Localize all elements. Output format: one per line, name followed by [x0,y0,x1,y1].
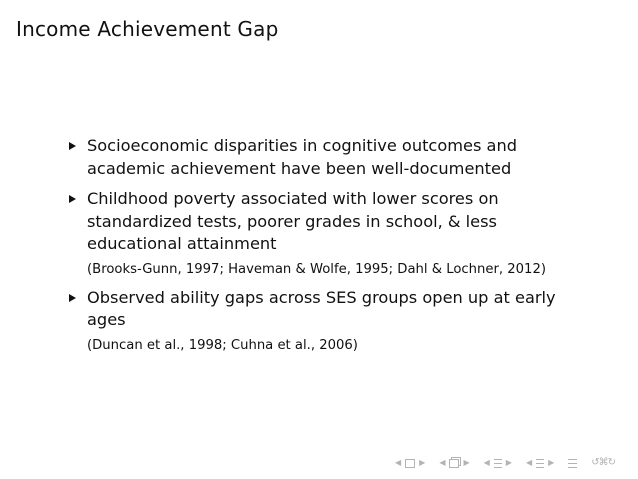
prev-subsection-arrow-icon[interactable]: ◀ [439,458,446,467]
bullet-citation: (Duncan et al., 1998; Cuhna et al., 2006) [87,337,358,353]
bullet-item-2 [66,188,596,279]
bullet-text: Childhood poverty associated with lower scores on standardized tests, poorer grades in school, & less educational attainment [87,189,499,253]
slide-title: Income Achievement Gap [16,17,279,41]
bullet-list [66,135,596,363]
next-frame-arrow-icon[interactable]: ▶ [419,458,426,467]
bullet-text: Observed ability gaps across SES groups open up at early ages [87,287,556,329]
prev-frame-arrow-icon[interactable]: ◀ [395,458,402,467]
align-icon[interactable] [568,459,577,468]
section-icon[interactable] [494,459,502,468]
next-subsection-arrow-icon[interactable]: ▶ [463,458,470,467]
bullet-triangle-icon [69,195,76,203]
next-slide-arrow-icon[interactable]: ▶ [548,458,555,467]
subsection-icon[interactable] [449,459,459,468]
bullet-citation: (Brooks-Gunn, 1997; Haveman & Wolfe, 1995; Dahl & Lochner, 2012) [87,261,546,277]
search-icon[interactable]: ↺⌘↻ [591,457,616,468]
prev-section-arrow-icon[interactable]: ◀ [483,458,490,467]
prev-slide-arrow-icon[interactable]: ◀ [525,458,533,467]
next-section-arrow-icon[interactable]: ▶ [505,458,512,467]
bullet-triangle-icon [69,294,76,302]
frame-icon[interactable] [405,459,415,468]
bullet-item-1 [66,135,596,180]
slide-icon[interactable] [536,459,544,468]
bullet-text: Socioeconomic disparities in cognitive outcomes and academic achievement have been well-documented [87,136,517,178]
bullet-triangle-icon [69,142,76,150]
bullet-item-3 [66,287,596,355]
beamer-navigation-bar [395,456,615,470]
